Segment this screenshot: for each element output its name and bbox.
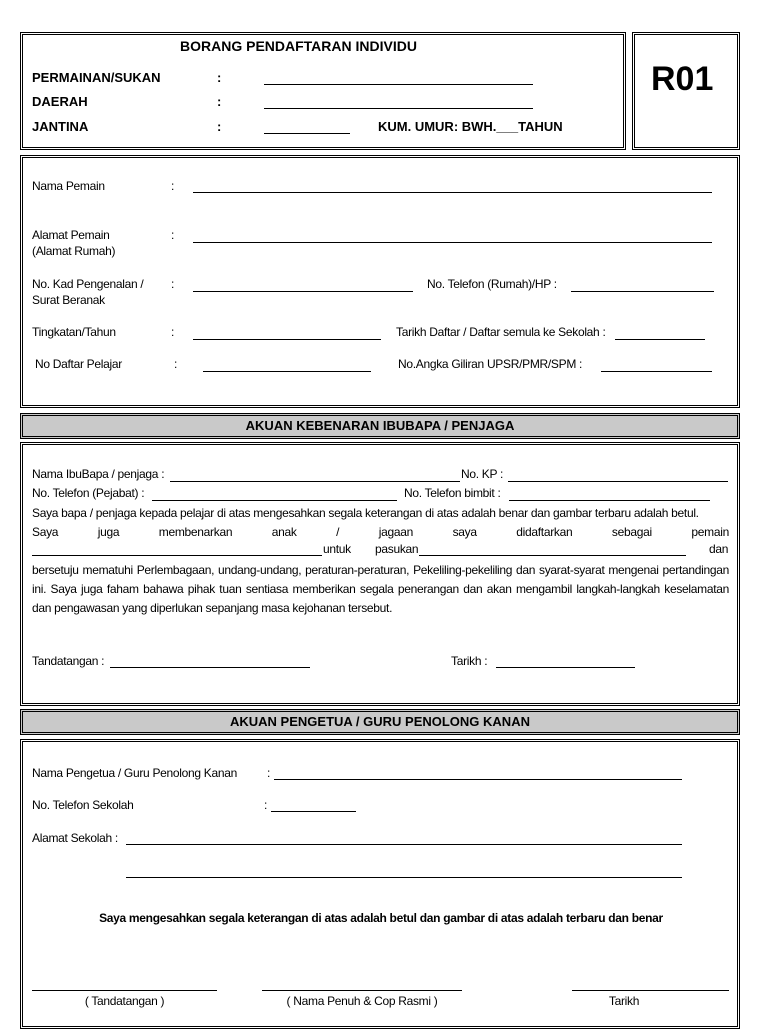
consent-word: saya: [452, 525, 477, 539]
district-colon: :: [217, 94, 222, 109]
principal-name-colon: :: [267, 766, 271, 780]
consent-word: didaftarkan: [516, 525, 573, 539]
parent-ic-field[interactable]: [508, 481, 728, 482]
school-phone-colon: :: [264, 798, 268, 812]
ic-colon: :: [171, 277, 175, 291]
exam-no-field[interactable]: [601, 371, 712, 372]
principal-name-field[interactable]: [274, 779, 682, 780]
principal-section-heading: AKUAN PENGETUA / GURU PENOLONG KANAN: [20, 709, 740, 735]
principal-signature-caption: ( Tandatangan ): [84, 994, 165, 1008]
player-name-consent-field[interactable]: [32, 555, 322, 556]
untuk-word: untuk: [323, 542, 351, 556]
consent-word: jagaan: [378, 525, 413, 539]
office-phone-label: No. Telefon (Pejabat) :: [32, 486, 145, 500]
mobile-phone-field[interactable]: [509, 500, 710, 501]
student-no-colon: :: [174, 357, 178, 371]
ic-sublabel: Surat Beranak: [32, 293, 105, 307]
register-date-label: Tarikh Daftar / Daftar semula ke Sekolah :: [396, 325, 606, 339]
consent-line-2: [32, 523, 729, 542]
sport-field[interactable]: [264, 84, 533, 85]
gender-field[interactable]: [264, 133, 350, 134]
principal-signature-line[interactable]: [32, 990, 217, 991]
age-category-label: KUM. UMUR: BWH.___TAHUN: [378, 119, 563, 134]
team-field[interactable]: [419, 555, 686, 556]
office-phone-field[interactable]: [152, 500, 397, 501]
player-name-label: Nama Pemain: [32, 179, 105, 193]
player-address-sublabel: (Alamat Rumah): [32, 244, 116, 258]
principal-date-caption: Tarikh: [608, 994, 640, 1008]
consent-word: anak: [271, 525, 297, 539]
grade-colon: :: [171, 325, 175, 339]
sport-colon: :: [217, 70, 222, 85]
district-label: DAERAH: [32, 94, 88, 109]
school-phone-field[interactable]: [271, 811, 356, 812]
player-name-colon: :: [171, 179, 175, 193]
gender-colon: :: [217, 119, 222, 134]
parent-date-label: Tarikh :: [451, 654, 488, 668]
consent-word: /: [336, 525, 340, 539]
home-phone-field[interactable]: [571, 291, 714, 292]
school-address-field-1[interactable]: [126, 844, 682, 845]
parent-name-label: Nama IbuBapa / penjaga :: [32, 467, 165, 481]
player-name-field[interactable]: [193, 192, 712, 193]
ic-field[interactable]: [193, 291, 413, 292]
dan-word: dan: [709, 542, 729, 556]
principal-name-stamp-line[interactable]: [262, 990, 462, 991]
principal-name-label: Nama Pengetua / Guru Penolong Kanan: [32, 766, 237, 780]
school-address-field-2[interactable]: [126, 877, 682, 878]
sport-label: PERMAINAN/SUKAN: [32, 70, 161, 85]
player-address-label: Alamat Pemain: [32, 228, 110, 242]
player-address-field[interactable]: [193, 242, 712, 243]
consent-line-1: Saya bapa / penjaga kepada pelajar di atas mengesahkan segala keterangan di atas adalah benar dan gambar terbaru adalah betul.: [32, 506, 699, 520]
principal-name-stamp-caption: ( Nama Penuh & Cop Rasmi ): [286, 994, 438, 1008]
consent-word: juga: [97, 525, 120, 539]
grade-field[interactable]: [193, 339, 381, 340]
district-field[interactable]: [264, 108, 533, 109]
consent-word: pemain: [691, 525, 729, 539]
form-title: BORANG PENDAFTARAN INDIVIDU: [180, 38, 417, 54]
parent-signature-label: Tandatangan :: [32, 654, 105, 668]
school-phone-label: No. Telefon Sekolah: [32, 798, 134, 812]
form-code: R01: [651, 60, 714, 98]
parent-ic-label: No. KP :: [461, 467, 504, 481]
exam-no-label: No.Angka Giliran UPSR/PMR/SPM :: [398, 357, 583, 371]
parent-name-field[interactable]: [170, 481, 460, 482]
student-no-field[interactable]: [203, 371, 371, 372]
parent-date-field[interactable]: [496, 667, 635, 668]
pasukan-word: pasukan: [375, 542, 419, 556]
gender-label: JANTINA: [32, 119, 89, 134]
parent-section-heading: AKUAN KEBENARAN IBUBAPA / PENJAGA: [20, 413, 740, 439]
home-phone-label: No. Telefon (Rumah)/HP :: [427, 277, 557, 291]
ic-label: No. Kad Pengenalan /: [32, 277, 144, 291]
school-address-label: Alamat Sekolah :: [32, 831, 118, 845]
grade-label: Tingkatan/Tahun: [32, 325, 116, 339]
principal-section-box: [20, 739, 740, 1029]
consent-paragraph-rest: bersetuju mematuhi Perlembagaan, undang-undang, peraturan-peraturan, Pekeliling-pekeliling dan syarat-syarat mengenai pertandingan ini. Saya juga faham bahawa pihak tuan sentiasa memberikan segala penerangan dan akan mengambil langkah-langkah keselamatan dan pengawasan yang diperlukan sepanjang masa kejohanan tersebut.: [32, 563, 729, 615]
student-no-label: No Daftar Pelajar: [35, 357, 122, 371]
consent-word: sebagai: [611, 525, 652, 539]
principal-declaration: Saya mengesahkan segala keterangan di atas adalah betul dan gambar di atas adalah terbaru dan benar: [99, 911, 663, 925]
consent-word: membenarkan: [158, 525, 233, 539]
consent-word: Saya: [32, 525, 59, 539]
mobile-phone-label: No. Telefon bimbit :: [404, 486, 501, 500]
principal-date-line[interactable]: [572, 990, 729, 991]
player-address-colon: :: [171, 228, 175, 242]
register-date-field[interactable]: [615, 339, 705, 340]
parent-signature-field[interactable]: [110, 667, 310, 668]
